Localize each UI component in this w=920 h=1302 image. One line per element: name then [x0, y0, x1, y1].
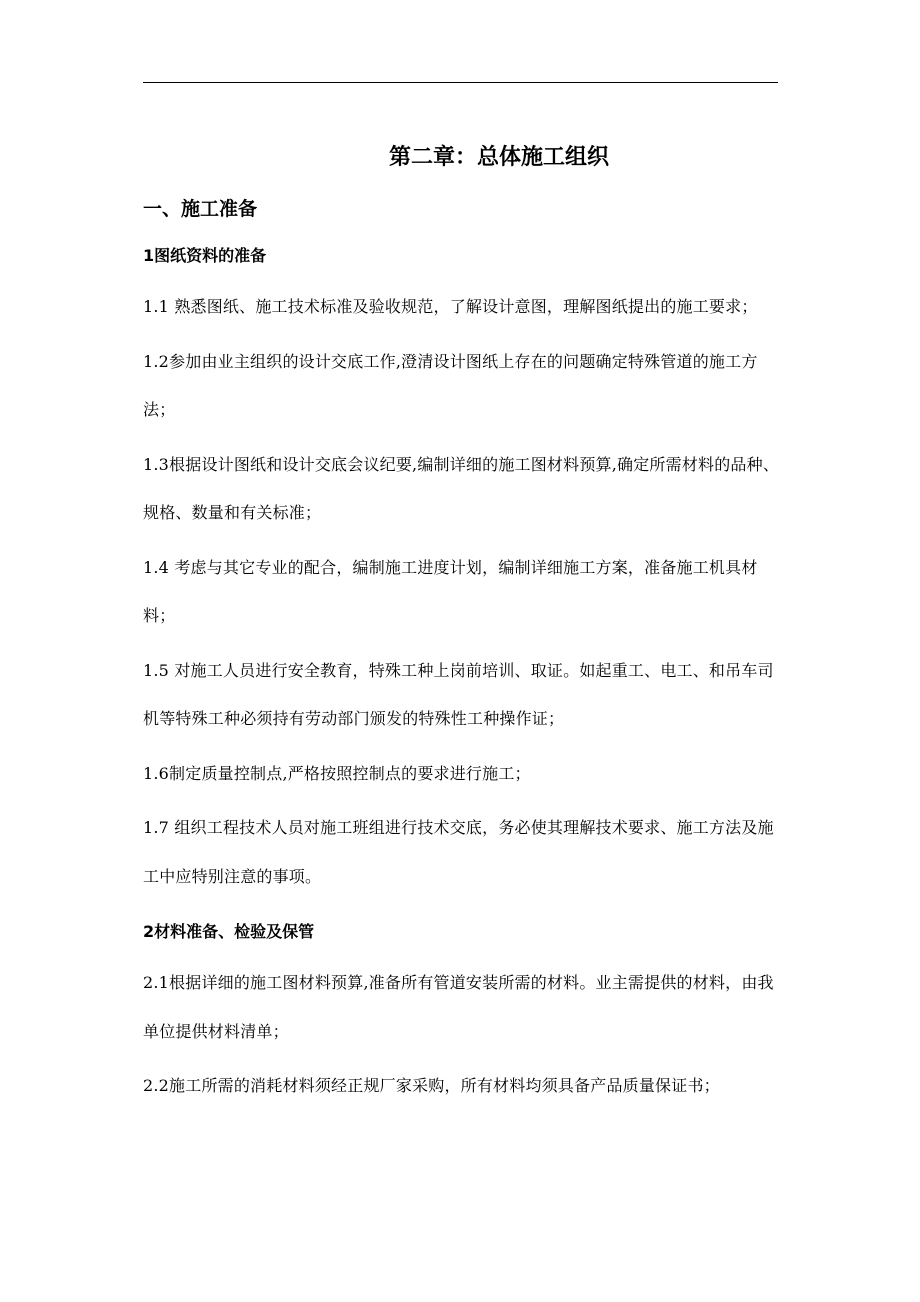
section-heading: 一、施工准备: [143, 198, 258, 220]
subsection-heading-2: 2材料准备、检验及保管: [143, 922, 315, 941]
chapter-title: 第二章：总体施工组织: [388, 145, 609, 170]
paragraph-1-4: 1.4 考虑与其它专业的配合，编制施工进度计划，编制详细施工方案，准备施工机具材料；: [143, 557, 758, 625]
paragraph-1-7: 1.7 组织工程技术人员对施工班组进行技术交底，务必使其理解技术要求、施工方法及施工中应特别注意的事项。: [143, 818, 774, 886]
header-rule: [143, 82, 778, 83]
paragraph-2-2: 2.2施工所需的消耗材料须经正规厂家采购，所有材料均须具备产品质量保证书；: [143, 1076, 720, 1095]
paragraph-1-2: 1.2参加由业主组织的设计交底工作,澄清设计图纸上存在的问题确定特殊管道的施工方法；: [143, 351, 758, 419]
subsection-heading-1: 1图纸资料的准备: [143, 246, 267, 265]
paragraph-1-1: 1.1 熟悉图纸、施工技术标准及验收规范，了解设计意图，理解图纸提出的施工要求；: [143, 297, 758, 316]
page-content: [143, 135, 783, 1111]
paragraph-1-5: 1.5 对施工人员进行安全教育，特殊工种上岗前培训、取证。如起重工、电工、和吊车司机等特殊工种必须持有劳动部门颁发的特殊性工种操作证；: [143, 660, 774, 728]
paragraph-1-3: 1.3根据设计图纸和设计交底会议纪要,编制详细的施工图材料预算,确定所需材料的品种、规格、数量和有关标准；: [143, 454, 780, 522]
paragraph-2-1: 2.1根据详细的施工图材料预算,准备所有管道安装所需的材料。业主需提供的材料，由我单位提供材料清单；: [143, 973, 774, 1041]
paragraph-1-6: 1.6制定质量控制点,严格按照控制点的要求进行施工；: [143, 763, 531, 783]
